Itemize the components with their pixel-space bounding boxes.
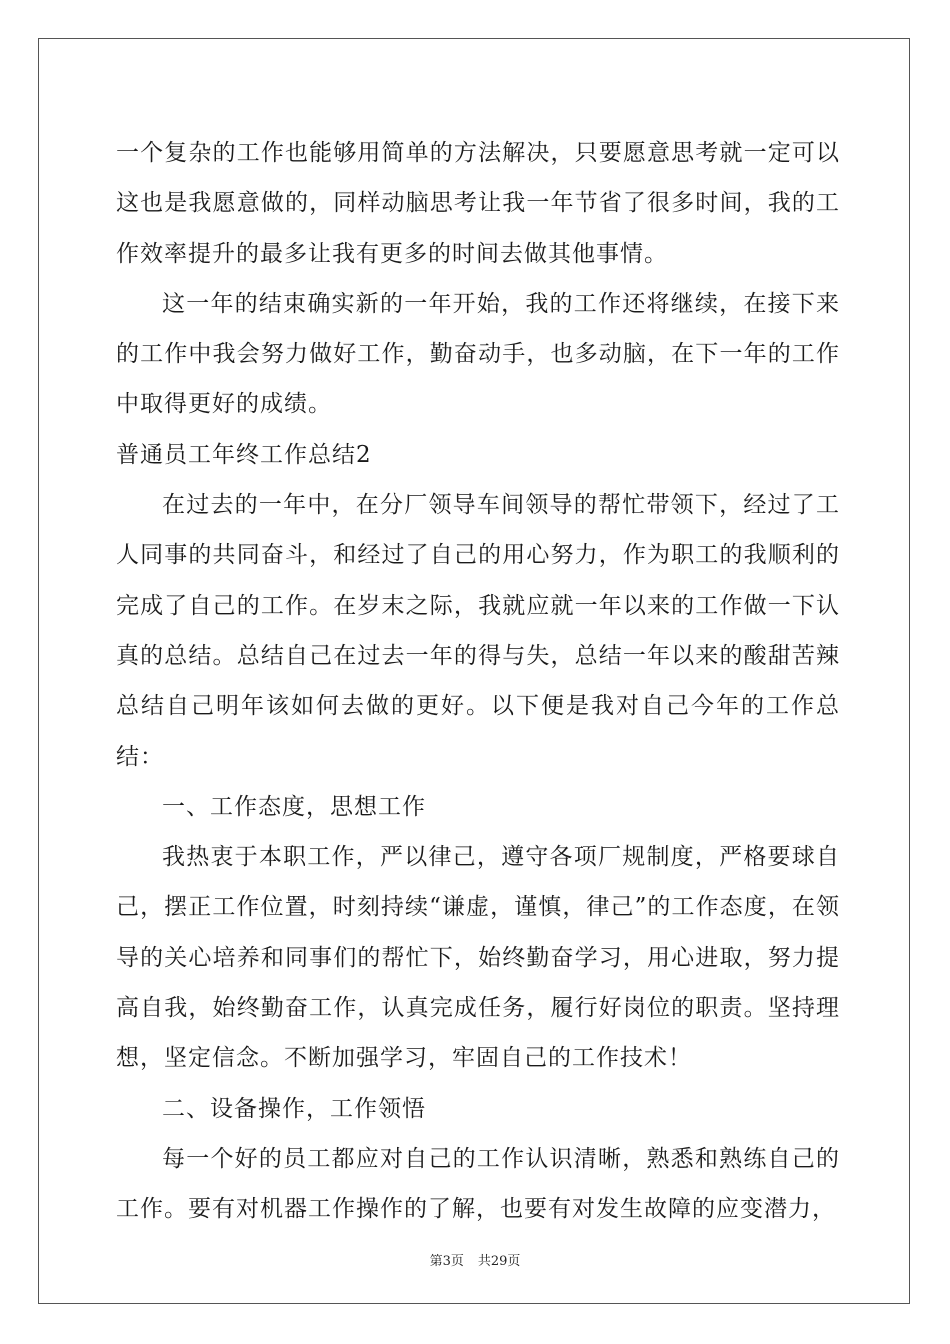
subheading-work-attitude: 一、工作态度，思想工作 [162,793,426,820]
paragraph-1: 一个复杂的工作也能够用简单的方法解决，只要愿意思考就一定可以这也是我愿意做的，同样动脑思考让我一年节省了很多时间，我的工作效率提升的最多让我有更多的时间去做其他事情。 [116,140,840,267]
subheading-equipment-operation: 二、设备操作，工作领悟 [162,1095,426,1122]
document-body [116,128,840,1235]
page-footer [0,1250,950,1269]
paragraph-2: 这一年的结束确实新的一年开始，我的工作还将继续，在接下来的工作中我会努力做好工作，勤奋动手，也多动脑，在下一年的工作中取得更好的成绩。 [116,290,840,418]
paragraph-4: 我热衷于本职工作，严以律己，遵守各项厂规制度，严格要球自己，摆正工作位置，时刻持续“谦虚，谨慎，律己”的工作态度，在领导的关心培养和同事们的帮忙下，始终勤奋学习，用心进取，努力提高自我，始终勤奋工作，认真完成任务，履行好岗位的职责。坚持理想，坚定信念。不断加强学习，牢固自己的工作技术！ [116,844,840,1072]
page-number: 第3页 [429,1254,464,1269]
paragraph-3: 在过去的一年中，在分厂领导车间领导的帮忙带领下，经过了工人同事的共同奋斗，和经过了自己的用心努力，作为职工的我顺利的完成了自己的工作。在岁末之际，我就应就一年以来的工作做一下认真的总结。总结自己在过去一年的得与失，总结一年以来的酸甜苦辣总结自己明年该如何去做的更好。以下便是我对自己今年的工作总结： [116,492,840,770]
page-total: 共29页 [477,1254,521,1269]
section-title: 普通员工年终工作总结2 [116,441,372,468]
paragraph-5: 每一个好的员工都应对自己的工作认识清晰，熟悉和熟练自己的工作。要有对机器工作操作的了解，也要有对发生故障的应变潜力， [116,1145,840,1223]
